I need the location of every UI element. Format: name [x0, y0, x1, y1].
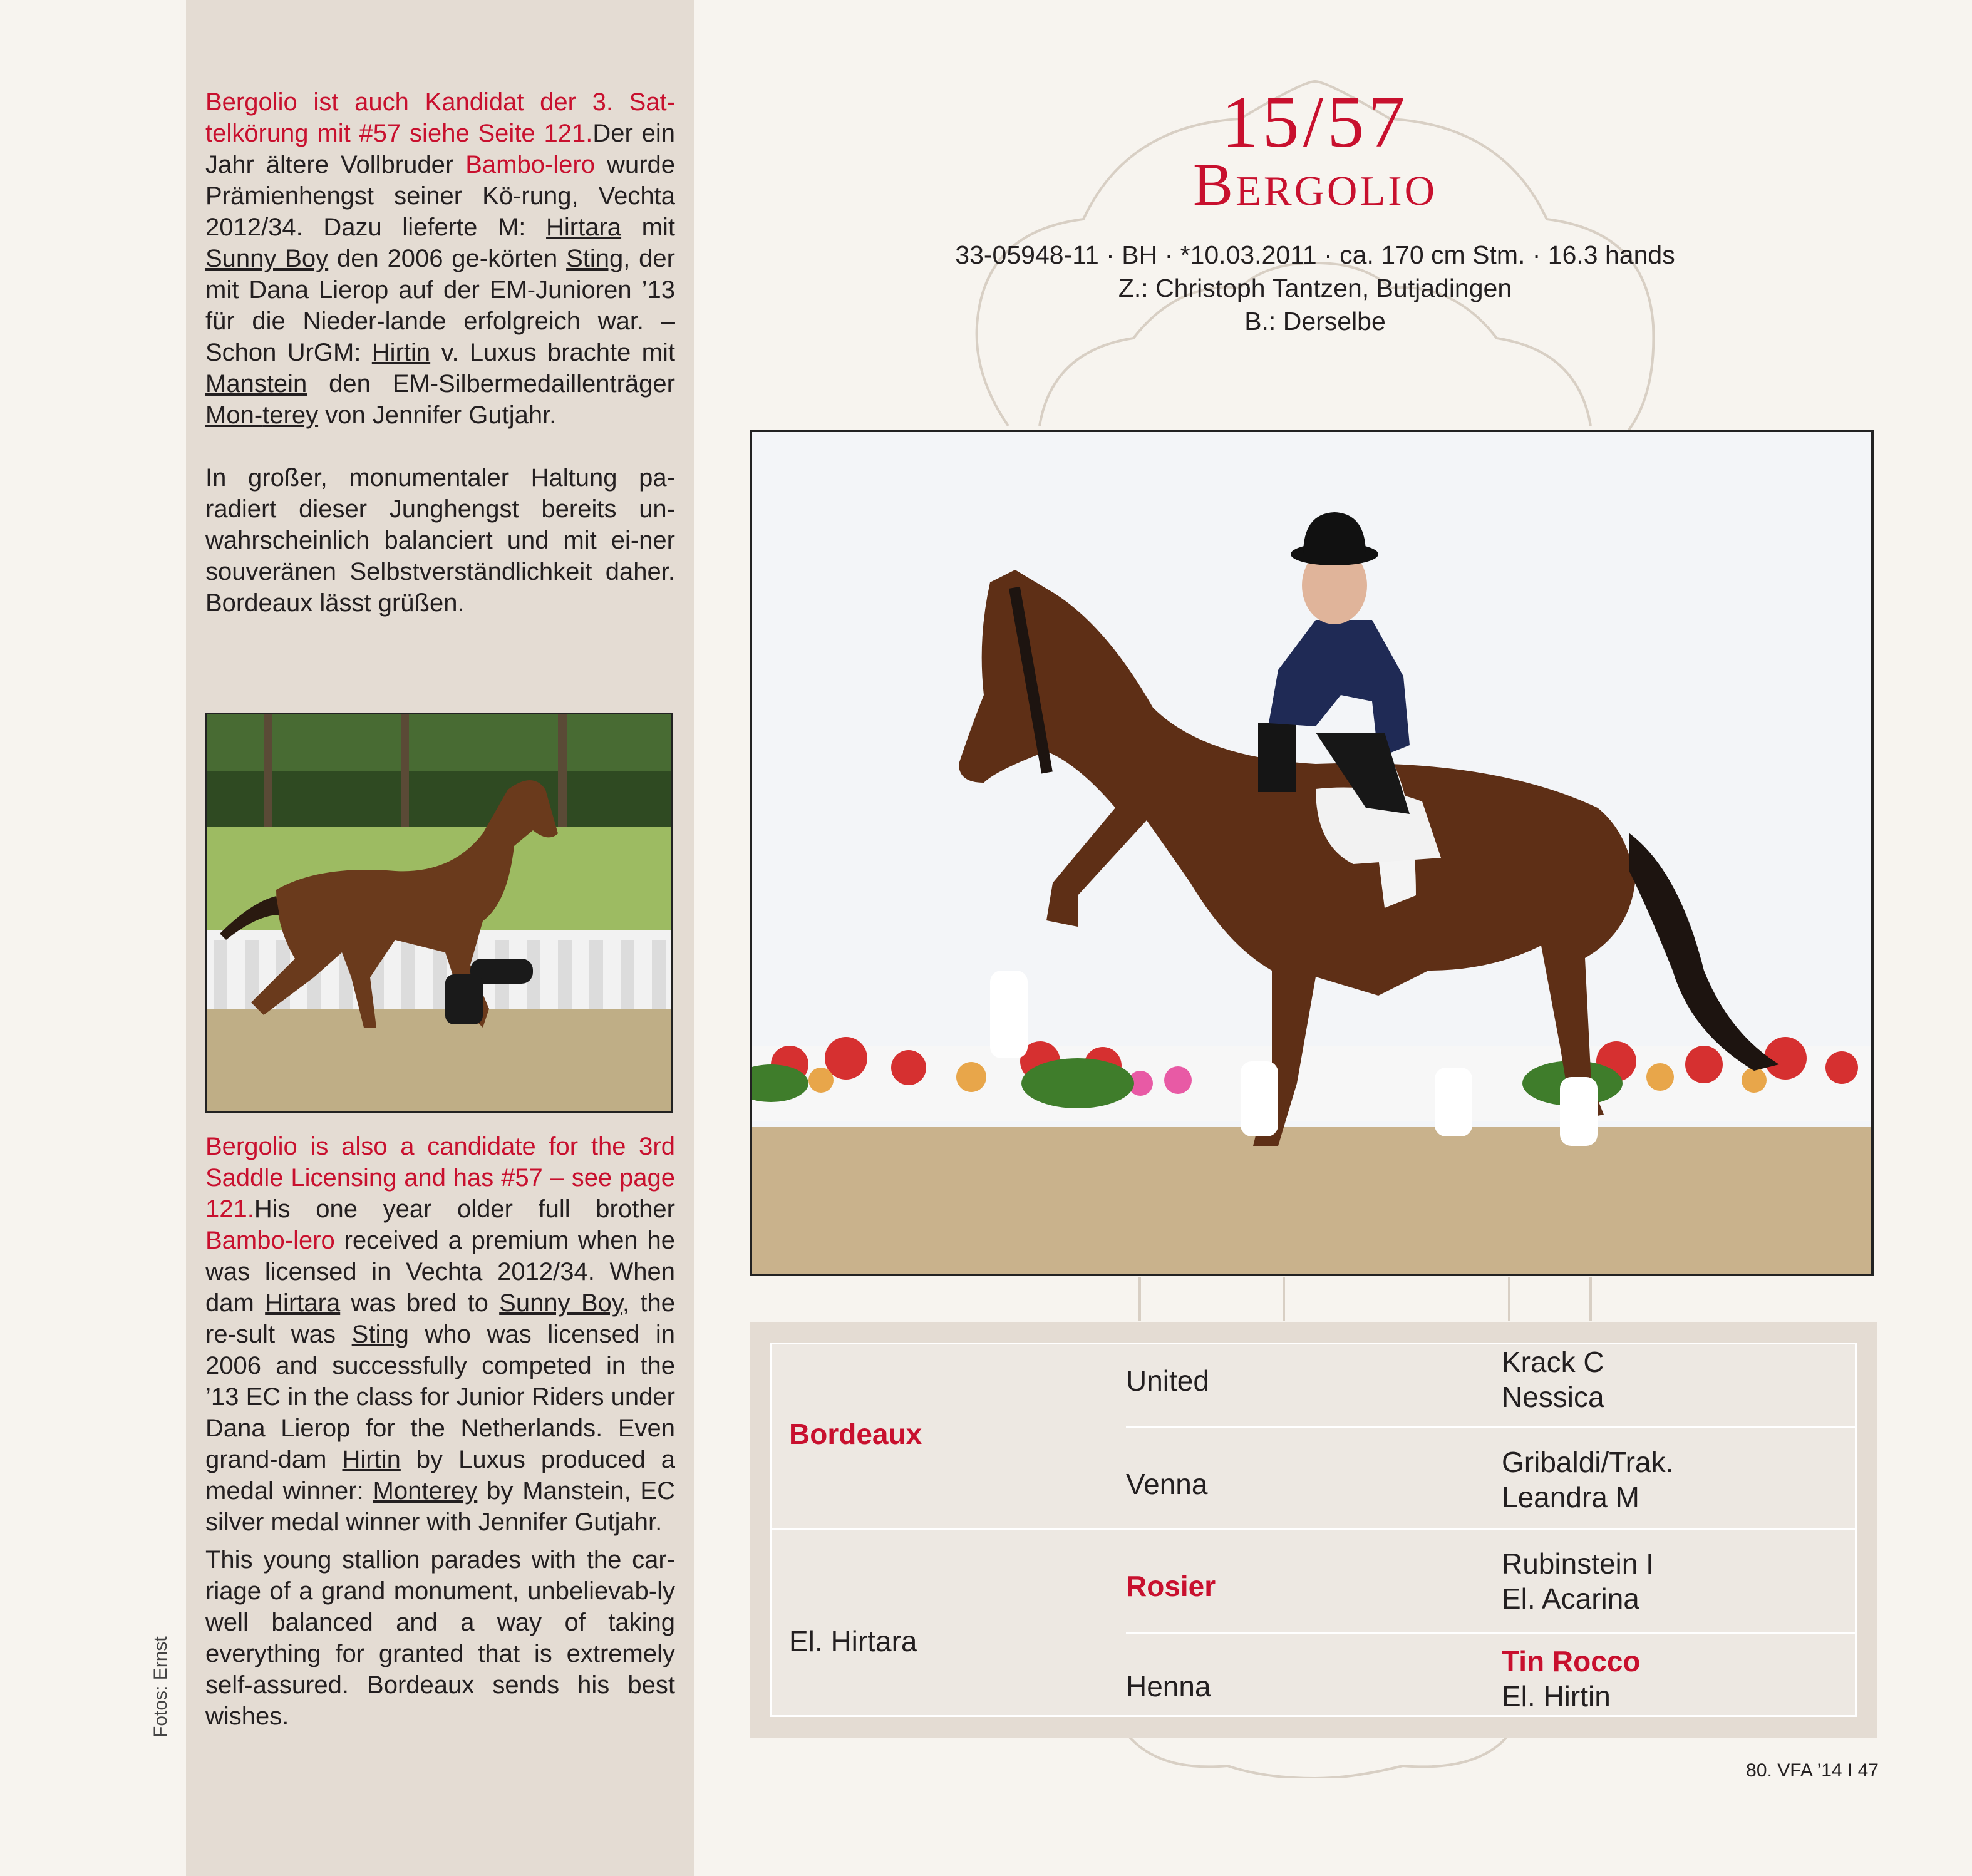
main-horse-photo [750, 430, 1874, 1276]
english-run: by Luxus produced a medal winner: [205, 1446, 675, 1505]
german-run: terey [262, 401, 319, 429]
dressage-horse-illustration [752, 432, 1871, 1274]
german-run: den EM-Silbermedaillenträger [307, 370, 675, 398]
horse-inhand-illustration [207, 714, 673, 1113]
german-run: den 2006 ge- [328, 245, 488, 272]
english-run: Hirtin [342, 1446, 401, 1473]
horse-info-line: 33-05948-11 · BH · *10.03.2011 · ca. 170 cm Stm. · 16.3 hands [955, 240, 1675, 269]
german-run: Sting [566, 245, 624, 272]
side-horse-photo [205, 713, 673, 1113]
german-run: Der ein Jahr ältere Vollbruder [205, 120, 675, 178]
english-run: Hirtara [265, 1289, 341, 1317]
pedigree-table [770, 1343, 1857, 1717]
breeder-line: Z.: Christoph Tantzen, Butjadingen [1118, 274, 1512, 302]
owner-line: B.: Derselbe [1244, 307, 1386, 336]
pedigree-divider [1126, 1426, 1855, 1428]
english-run: who was licensed in 2006 and successfully competed in the ’13 EC in the class for Junior Riders under Dana Lierop for the Netherlands. Even grand-dam [205, 1321, 675, 1473]
german-run: lero [553, 151, 595, 178]
english-run: , the re-sult was [205, 1289, 675, 1348]
german-run: Hirtara [546, 214, 622, 241]
german-paragraph-2: In großer, monumentaler Haltung pa-radiert dieser Junghengst bereits un-wahrscheinlich balanciert und mit ei-ner souveränen Selbstverständlichkeit daher. Bordeaux lässt grüßen. [205, 464, 675, 617]
english-run: was bred to [340, 1289, 500, 1317]
german-run: Mon- [205, 401, 263, 429]
english-run: Sting [351, 1321, 409, 1348]
german-text [205, 86, 675, 619]
dam-sire: Rosier [1126, 1570, 1216, 1602]
page-footer: 80. VFA ’14 I 47 [1746, 1760, 1879, 1781]
sire-dam: Venna [1126, 1468, 1208, 1500]
pedigree-divider [1126, 1632, 1855, 1634]
german-run: von Jennifer Gutjahr. [318, 401, 557, 429]
dds: Tin Rocco [1502, 1645, 1641, 1678]
ssd: Nessica [1502, 1381, 1604, 1413]
english-paragraph-2: This young stallion parades with the car-riage of a grand monument, unbelievab-ly well balanced and a way of taking everything for granted that is extremely self-assured. Bordeaux sends his best wishes. [205, 1546, 675, 1730]
german-paragraph-1 [205, 86, 675, 431]
english-run: Monterey [373, 1477, 478, 1505]
german-run: , der mit Dana Lierop auf der EM-Junioren ’13 für die Nieder- [205, 245, 675, 335]
german-run: Bergolio ist auch Kandidat der 3. Sat- [205, 88, 675, 116]
catalog-number: 15/57 [1221, 81, 1409, 163]
dsd: El. Acarina [1502, 1582, 1639, 1615]
german-run: lande erfolgreich war. – Schon UrGM: [205, 307, 676, 366]
german-run: rung, Vechta 2012/34. Dazu lieferte M: [205, 182, 676, 241]
english-run: His one year older full brother [254, 1195, 675, 1223]
sdd: Leandra M [1502, 1481, 1639, 1513]
english-run: by Manstein, EC silver medal winner with Jennifer Gutjahr. [205, 1477, 675, 1536]
pedigree-box [750, 1322, 1877, 1738]
photo-credit: Fotos: Ernst [150, 1636, 171, 1738]
german-run: Sunny Boy [205, 245, 329, 272]
german-run: Hirtin [371, 339, 431, 366]
german-run: körten [488, 245, 567, 272]
pedigree-divider [772, 1528, 1855, 1530]
english-run: received a premium when he was licensed in Vechta 2012/34. When dam [205, 1227, 675, 1317]
sds: Gribaldi/Trak. [1502, 1446, 1674, 1478]
sire-sire: United [1126, 1364, 1209, 1397]
german-run: wurde Prämienhengst seiner Kö- [205, 151, 676, 210]
english-run: lero [293, 1227, 335, 1254]
sire-name: Bordeaux [789, 1418, 922, 1450]
dss: Rubinstein I [1502, 1547, 1654, 1580]
english-run: Sunny Boy [499, 1289, 622, 1317]
english-text [205, 1131, 675, 1732]
dam-dam: Henna [1126, 1670, 1211, 1703]
german-run: Bambo- [465, 151, 554, 178]
german-run: telkörung mit #57 siehe Seite 121. [205, 120, 593, 147]
sss: Krack C [1502, 1346, 1604, 1378]
german-run: Manstein [205, 370, 307, 398]
dam-name: El. Hirtara [789, 1625, 917, 1657]
ddd: El. Hirtin [1502, 1680, 1611, 1713]
english-run: Bambo- [205, 1227, 294, 1254]
english-paragraph-1 [205, 1131, 675, 1538]
german-run: v. Luxus brachte mit [430, 339, 675, 366]
german-run: mit [621, 214, 675, 241]
english-run: Bergolio is also a candidate for the 3rd Saddle Licensing and has #57 – see page 121. [205, 1133, 675, 1223]
horse-name: Bergolio [1192, 151, 1438, 218]
